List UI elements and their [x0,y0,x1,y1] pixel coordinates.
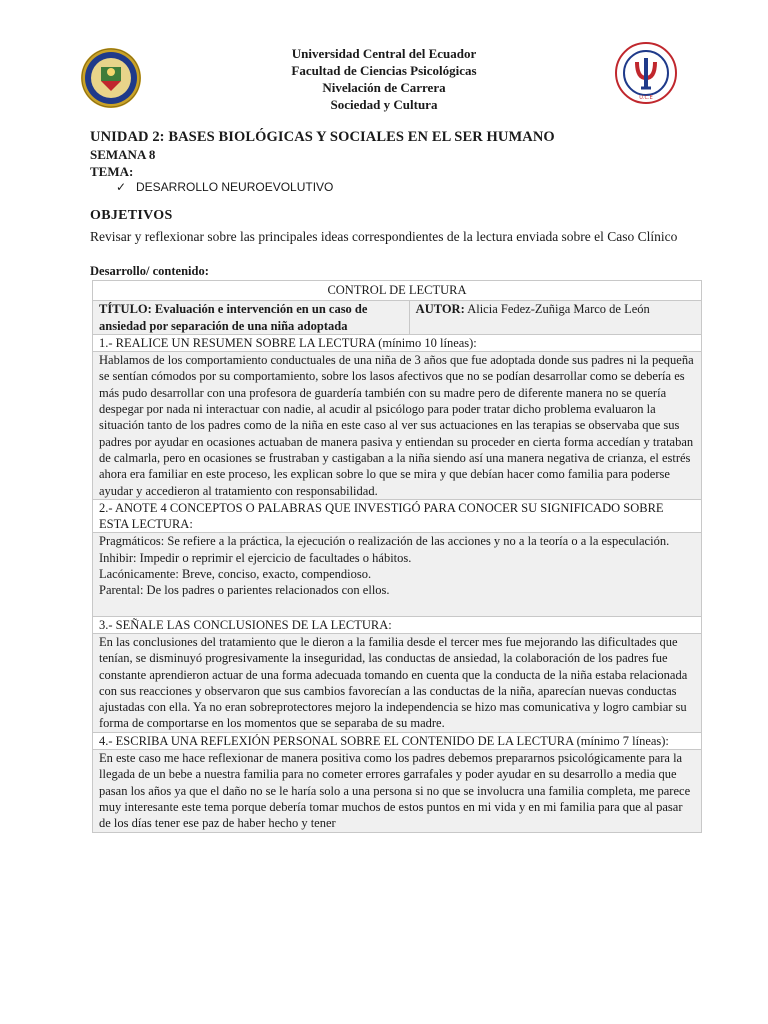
psychology-faculty-seal-icon [615,42,677,104]
titulo-cell [93,301,410,335]
seal-abbreviation: U.C.E [639,95,653,101]
question-3: 3.- SEÑALE LAS CONCLUSIONES DE LA LECTURA: [93,616,702,633]
objetivos-text: Revisar y reflexionar sobre las principales ideas correspondientes de la lectura enviada sobre el Caso Clínico [90,229,678,244]
answer-2 [93,533,702,616]
answer-3: En las conclusiones del tratamiento que le dieron a la familia desde el tercer mes fue mejorando las dificultades que tenían, se disminuyó progresivamente la inseguridad, las conductas de ansiedad, la colaboración de los padres fue constante aprendieron actuar de una forma adecuada tomando en cuenta que la conducta de la niña estaba relacionada con sus reacciones y observaron que sus cambios favorecían a las conductas de la niña, aparecían nuevas conductas ajustadas con ella. Ya no eran sobreprotectores mejoro la independencia se hizo mas comunicativa y logro cambiar su forma de comportarse en los momentos que se separaba de su madre. [93,633,702,732]
question-4-note: (mínimo 7 líneas): [576,733,669,748]
objetivos-heading: OBJETIVOS [90,208,173,223]
table-title: CONTROL DE LECTURA [93,281,702,301]
tema-list-item [116,180,333,194]
week-label: SEMANA 8 [90,147,156,162]
document-header [200,45,568,113]
question-1-note: (mínimo 10 líneas): [378,335,477,350]
control-lectura-table [92,280,702,833]
question-4-text: 4.- ESCRIBA UNA REFLEXIÓN PERSONAL SOBRE EL CONTENIDO DE LA LECTURA [99,733,574,748]
concept-item: Lacónicamente: Breve, conciso, exacto, compendioso. [99,567,372,582]
question-1 [93,334,702,351]
titulo-label: TÍTULO: [99,302,152,317]
autor-label: AUTOR: [415,302,465,317]
faculty-name: Facultad de Ciencias Psicológicas [291,63,477,78]
university-name: Universidad Central del Ecuador [291,46,477,61]
course-name: Sociedad y Cultura [330,97,438,112]
question-2: 2.- ANOTE 4 CONCEPTOS O PALABRAS QUE INVESTIGÓ PARA CONOCER SU SIGNIFICADO SOBRE ESTA LECTURA: [93,499,702,533]
desarrollo-label: Desarrollo/ contenido: [90,264,209,278]
question-1-text: 1.- REALICE UN RESUMEN SOBRE LA LECTURA [99,335,376,350]
answer-1: Hablamos de los comportamiento conductuales de una niña de 3 años que fue adoptada donde sus padres ni la pequeña se sentían cómodos por su comportamiento, sobre los lasos afectivos que no se podían desarrollar como se debería es más pudo desarrollar con una profesora de guardería también con su madre pero de diferente manera no se quería despegar por nada ni interactuar con nadie, al acudir al psicólogo para poder tratar dicho problema evaluaron la situación tanto de los padres como de la niña en este caso al ver sus actuaciones en las terapias se observaba que sus padres por ayudar en ocasiones actuaban de manera pasiva y entiendan su proceder en cierta forma accedían y trataban de calmarla, pero en ocasiones se frustraban y castigaban a la niña siendo así una manera negativa de crianza, el estrés ahora era familiar en este proceso, les explican sobre lo que se mira y que debían hacer como familia para poderse ayudar y accedieron al tratamiento con responsabilidad. [93,352,702,500]
concept-item: Pragmáticos: Se refiere a la práctica, la ejecución o realización de las acciones y no a la teoría o a la especulación. [99,534,670,549]
tema-label: TEMA: [90,164,134,179]
autor-cell [409,301,701,335]
answer-4: En este caso me hace reflexionar de manera positiva como los padres debemos prepararnos psicológicamente para la llegada de un bebe a nuestra familia para no cometer errores garrafales y poder ayudar en su desarrollo a media que pasan los años ya que el daño no se le haría solo a una persona si no que se involucra una familia completa, me parece muy interesante este tema porque debería tomar muchos de estos puntos en mi vida y en mi familia para que al pasar de los días tener ese paz de haber hecho y tener [93,750,702,832]
tema-item-text: DESARROLLO NEUROEVOLUTIVO [136,180,334,194]
titulo-value: Evaluación e intervención en un caso de ansiedad por separación de una niña adoptada [99,302,368,333]
university-seal-icon [80,47,142,109]
checkmark-icon: ✓ [116,180,127,194]
concept-item: Inhibir: Impedir o reprimir el ejercicio de facultades o hábitos. [99,550,412,565]
program-name: Nivelación de Carrera [322,80,446,95]
autor-value: Alicia Fedez-Zuñiga Marco de León [467,302,650,317]
unit-info [90,128,700,180]
question-4 [93,732,702,749]
concept-item: Parental: De los padres o parientes relacionados con ellos. [99,583,390,598]
unit-title: UNIDAD 2: BASES BIOLÓGICAS Y SOCIALES EN EL SER HUMANO [90,129,555,145]
